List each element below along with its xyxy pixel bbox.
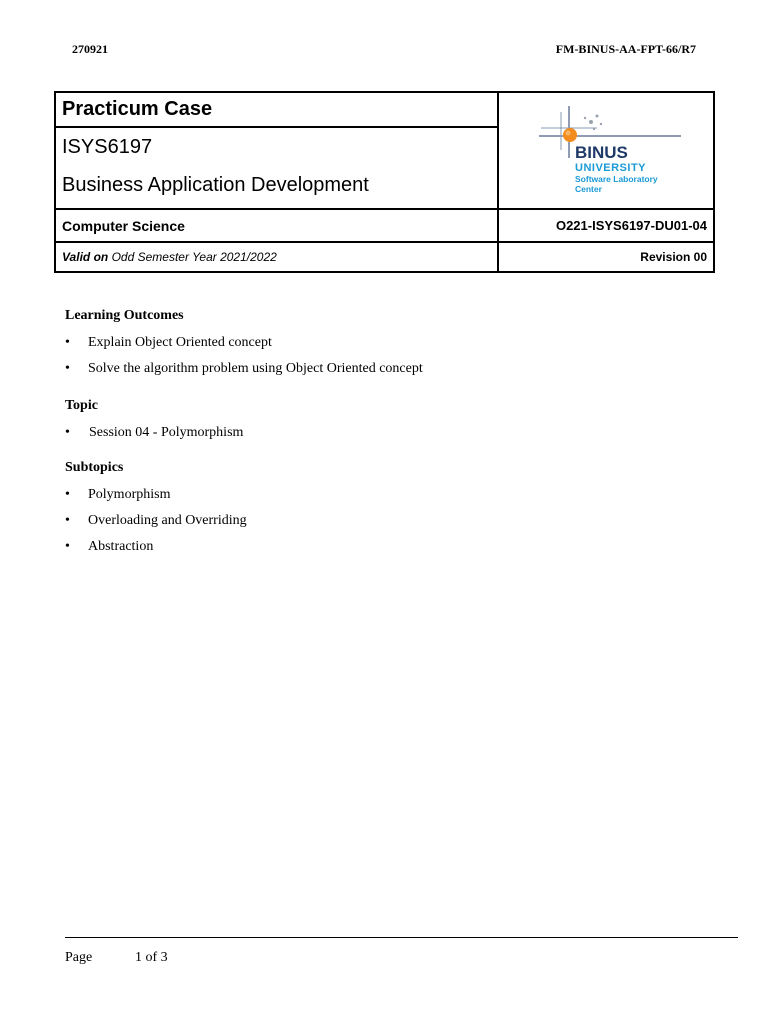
- bullet-icon: •: [65, 487, 70, 502]
- bullet-icon: •: [65, 425, 70, 440]
- valid-prefix: Valid on: [62, 250, 109, 264]
- learning-outcomes-list: [65, 334, 705, 386]
- list-item: [65, 424, 705, 450]
- practicum-case-table: [54, 91, 715, 273]
- list-item-text: Session 04 - Polymorphism: [89, 425, 244, 440]
- list-item-text: Polymorphism: [88, 487, 171, 502]
- list-item: [65, 360, 705, 386]
- valid-period: Odd Semester Year 2021/2022: [111, 250, 277, 264]
- topic-list: [65, 424, 705, 450]
- document-date: 270921: [72, 42, 108, 56]
- bullet-icon: •: [65, 335, 70, 350]
- topic-title: Topic: [65, 398, 98, 413]
- course-name: Business Application Development: [62, 174, 369, 196]
- validity: [55, 242, 498, 272]
- logo-word-university: UNIVERSITY: [575, 162, 647, 174]
- list-item: [65, 538, 705, 564]
- bullet-icon: •: [65, 361, 70, 376]
- document-code: O221-ISYS6197-DU01-04: [498, 209, 714, 242]
- bullet-icon: •: [65, 539, 70, 554]
- bullet-icon: •: [65, 513, 70, 528]
- binus-logo-cell: [498, 92, 714, 209]
- list-item-text: Explain Object Oriented concept: [88, 335, 272, 350]
- binus-logo: [531, 98, 681, 198]
- list-item-text: Abstraction: [88, 539, 154, 554]
- learning-outcomes-title: Learning Outcomes: [65, 308, 184, 323]
- list-item-text: Solve the algorithm problem using Object Oriented concept: [88, 361, 423, 376]
- page-content: [65, 308, 705, 564]
- subtopics-list: [65, 486, 705, 564]
- course-cell: [55, 127, 498, 209]
- revision: Revision 00: [498, 242, 714, 272]
- footer-divider: [65, 937, 738, 938]
- practicum-case-label: Practicum Case: [55, 92, 498, 127]
- list-item: [65, 486, 705, 512]
- page-label: Page: [65, 950, 93, 965]
- page-number: 1 of 3: [135, 950, 168, 965]
- list-item-text: Overloading and Overriding: [88, 513, 247, 528]
- logo-line-software-lab: Software Laboratory: [575, 174, 658, 184]
- course-code: ISYS6197: [62, 136, 153, 158]
- department: Computer Science: [55, 209, 498, 242]
- page-footer: [65, 950, 168, 966]
- list-item: [65, 334, 705, 360]
- form-code: FM-BINUS-AA-FPT-66/R7: [555, 42, 696, 56]
- logo-word-binus: BINUS: [575, 143, 628, 162]
- logo-line-center: Center: [575, 184, 602, 194]
- subtopics-title: Subtopics: [65, 460, 124, 475]
- list-item: [65, 512, 705, 538]
